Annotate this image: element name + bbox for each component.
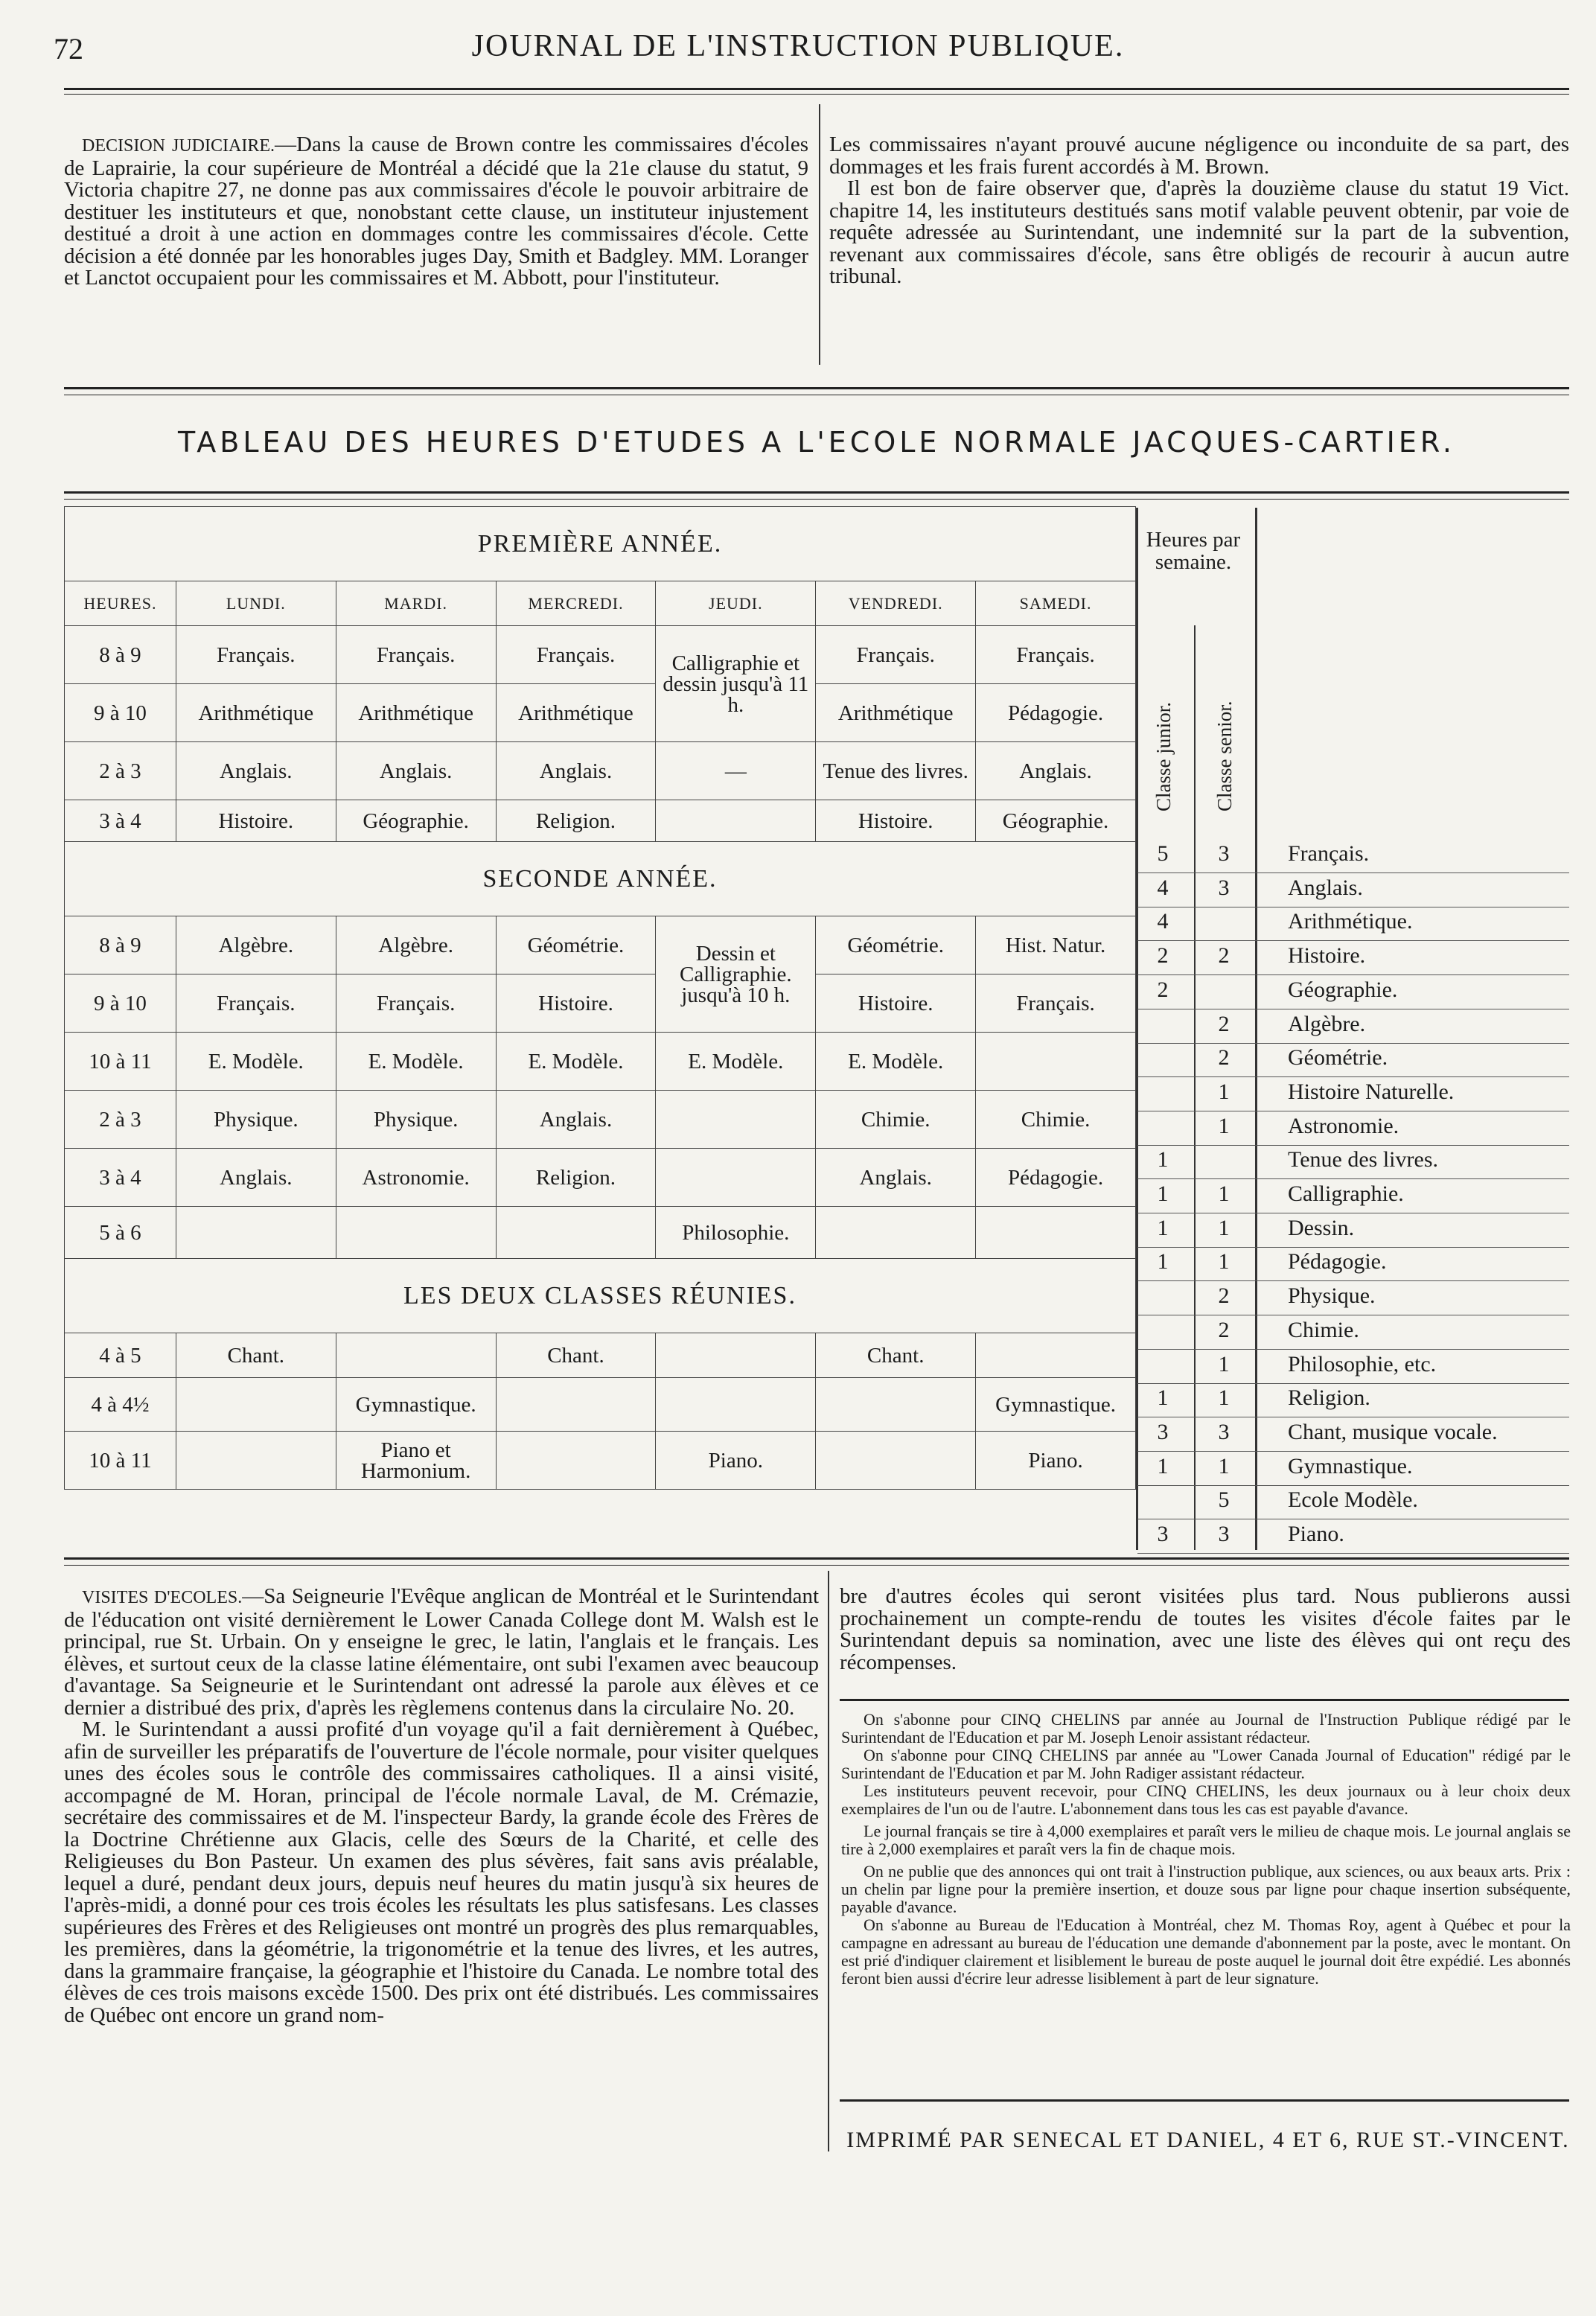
junior-hours: 3 bbox=[1157, 1522, 1169, 1546]
subject-name: Tenue des livres. bbox=[1288, 1147, 1439, 1173]
hours-row bbox=[1139, 943, 1596, 977]
hours-row-rule bbox=[1137, 1145, 1569, 1146]
header-hours: HEURES. bbox=[65, 581, 176, 626]
table-cell: Religion. bbox=[496, 800, 656, 842]
subject-name: Arithmétique. bbox=[1288, 909, 1413, 934]
senior-class-label: Classe senior. bbox=[1213, 701, 1236, 811]
table-cell: 9 à 10 bbox=[65, 684, 176, 742]
subject-name: Géographie. bbox=[1288, 977, 1398, 1002]
table-cell bbox=[976, 1033, 1136, 1091]
senior-hours: 2 bbox=[1218, 1045, 1230, 1071]
table-cell: Arithmétique bbox=[496, 684, 656, 742]
hours-row bbox=[1139, 1283, 1596, 1318]
table-cell: Astronomie. bbox=[336, 1149, 496, 1207]
notice-paragraph: On ne publie que des annonces qui ont trait à l'instruction publique, aux sciences, ou aux beaux arts. Prix : un chelin par ligne pour la première insertion, et douze sous par ligne pour chaque insertion subséquente, payable d'avance. bbox=[841, 1862, 1571, 1916]
table-cell: E. Modèle. bbox=[176, 1033, 336, 1091]
table-cell bbox=[176, 1378, 336, 1432]
senior-hours: 1 bbox=[1218, 1453, 1230, 1478]
judicial-decision-continued bbox=[829, 134, 1569, 288]
table-cell: Arithmétique bbox=[336, 684, 496, 742]
subject-name: Piano. bbox=[1288, 1522, 1344, 1546]
junior-hours: 3 bbox=[1157, 1419, 1169, 1444]
junior-hours: 4 bbox=[1157, 875, 1169, 900]
table-cell: Tenue des livres. bbox=[816, 742, 976, 800]
table-cell: Piano. bbox=[656, 1432, 816, 1490]
judicial-decision-article bbox=[64, 134, 808, 290]
table-cell: Religion. bbox=[496, 1149, 656, 1207]
article-lead: VISITES D'ECOLES. bbox=[82, 1588, 243, 1607]
table-cell: 5 à 6 bbox=[65, 1207, 176, 1259]
header-wednesday: MERCREDI. bbox=[496, 581, 656, 626]
table-cell: Français. bbox=[336, 974, 496, 1033]
table-cell: Anglais. bbox=[496, 742, 656, 800]
hours-row-rule bbox=[1137, 940, 1569, 941]
school-visits-continued bbox=[840, 1586, 1571, 1674]
junior-hours: 2 bbox=[1157, 943, 1169, 969]
junior-hours: 1 bbox=[1157, 1215, 1169, 1240]
table-title: TABLEAU DES HEURES D'ETUDES A L'ECOLE NORMALE JACQUES-CARTIER. bbox=[178, 426, 1455, 459]
table-cell: — bbox=[656, 742, 816, 800]
table-cell: 10 à 11 bbox=[65, 1432, 176, 1490]
hours-row bbox=[1139, 1147, 1596, 1181]
senior-hours: 2 bbox=[1218, 943, 1230, 969]
table-cell: Physique. bbox=[336, 1091, 496, 1149]
junior-hours: 5 bbox=[1157, 841, 1169, 866]
table-cell: Français. bbox=[496, 626, 656, 684]
subject-name: Philosophie, etc. bbox=[1288, 1351, 1437, 1376]
table-cell: Histoire. bbox=[496, 974, 656, 1033]
junior-hours: 1 bbox=[1157, 1181, 1169, 1206]
table-cell: Gymnastique. bbox=[336, 1378, 496, 1432]
table-cell bbox=[976, 1207, 1136, 1259]
junior-hours: 4 bbox=[1157, 909, 1169, 934]
table-cell: 9 à 10 bbox=[65, 974, 176, 1033]
header-monday: LUNDI. bbox=[176, 581, 336, 626]
junior-hours: 1 bbox=[1157, 1453, 1169, 1478]
junior-class-label: Classe junior. bbox=[1152, 702, 1175, 811]
table-cell: 8 à 9 bbox=[65, 916, 176, 974]
table-cell: Pédagogie. bbox=[976, 684, 1136, 742]
hours-row bbox=[1139, 875, 1596, 910]
subject-name: Pédagogie. bbox=[1288, 1249, 1387, 1275]
table-cell bbox=[656, 1149, 816, 1207]
table-top-rule bbox=[64, 491, 1569, 494]
notice-paragraph: On s'abonne pour CINQ CHELINS par année au Journal de l'Instruction Publique rédigé par le Surintendant de l'Education et par M. Joseph Lenoir assistant rédacteur. bbox=[841, 1710, 1571, 1746]
subject-name: Astronomie. bbox=[1288, 1113, 1399, 1138]
notice-paragraph: On s'abonne au Bureau de l'Education à Montréal, chez M. Thomas Roy, agent à Québec et pour la campagne en adressant au bureau de l'éducation une demande d'abonnement par la poste, avec le montant. On est prié d'indiquer clairement et lisiblement le bureau de poste auquel le journal doit être expédié. Les abonnés feront bien aussi d'écrire leur adresse lisiblement à part de leur signature. bbox=[841, 1915, 1571, 1988]
hours-row-rule bbox=[1137, 1247, 1569, 1248]
hours-row bbox=[1139, 1385, 1596, 1420]
senior-hours: 3 bbox=[1218, 1419, 1230, 1444]
hours-row bbox=[1139, 1012, 1596, 1046]
header-saturday: SAMEDI. bbox=[976, 581, 1136, 626]
table-cell: Arithmétique bbox=[816, 684, 976, 742]
hours-row-rule bbox=[1137, 1553, 1569, 1554]
table-cell: Anglais. bbox=[976, 742, 1136, 800]
junior-hours: 1 bbox=[1157, 1249, 1169, 1275]
senior-hours: 3 bbox=[1218, 841, 1230, 866]
table-cell: Français. bbox=[816, 626, 976, 684]
senior-hours: 2 bbox=[1218, 1011, 1230, 1036]
header-friday: VENDREDI. bbox=[816, 581, 976, 626]
subject-name: Chimie. bbox=[1288, 1317, 1359, 1342]
table-cell-merged: Calligraphie et dessin jusqu'à 11 h. bbox=[656, 626, 816, 742]
table-cell: E. Modèle. bbox=[336, 1033, 496, 1091]
table-cell: Anglais. bbox=[496, 1091, 656, 1149]
column-divider bbox=[819, 104, 820, 365]
article-lead: DECISION JUDICIAIRE. bbox=[82, 136, 275, 156]
article-paragraph: bre d'autres écoles qui seront visitées plus tard. Nous publierons aussi prochainement un compte-rendu de toutes les visites d'école faites par le Surintendant depuis sa nomination, avec une liste des élèves qui ont reçu des récompenses. bbox=[840, 1584, 1571, 1674]
table-cell bbox=[656, 800, 816, 842]
hours-row bbox=[1139, 1487, 1596, 1522]
table-cell: 3 à 4 bbox=[65, 800, 176, 842]
subject-name: Religion. bbox=[1288, 1385, 1370, 1411]
table-cell: Anglais. bbox=[176, 742, 336, 800]
table-cell: 2 à 3 bbox=[65, 1091, 176, 1149]
column-divider bbox=[828, 1571, 829, 2151]
notice-rule bbox=[840, 1699, 1569, 1701]
table-cell: Chant. bbox=[816, 1333, 976, 1378]
school-visits-article bbox=[64, 1586, 819, 2026]
hours-row bbox=[1139, 1079, 1596, 1114]
hours-row bbox=[1139, 909, 1596, 943]
junior-hours: 2 bbox=[1157, 977, 1169, 1002]
second-year-title: SECONDE ANNÉE. bbox=[65, 842, 1136, 916]
hours-row bbox=[1139, 1420, 1596, 1454]
hours-row bbox=[1139, 1454, 1596, 1488]
notice-paragraph: On s'abonne pour CINQ CHELINS par année au "Lower Canada Journal of Education" rédigé par le Surintendant de l'Education et par M. John Radiger assistant rédacteur. bbox=[841, 1746, 1571, 1782]
hours-row-rule bbox=[1137, 1485, 1569, 1486]
table-cell: E. Modèle. bbox=[656, 1033, 816, 1091]
table-cell: Français. bbox=[336, 626, 496, 684]
senior-hours: 3 bbox=[1218, 875, 1230, 900]
section-rule bbox=[64, 387, 1569, 389]
table-cell bbox=[336, 1207, 496, 1259]
senior-hours: 2 bbox=[1218, 1317, 1230, 1342]
header-rule-thin bbox=[64, 94, 1569, 95]
table-cell: Anglais. bbox=[176, 1149, 336, 1207]
hours-row-rule bbox=[1137, 1076, 1569, 1077]
article-body: —Dans la cause de Brown contre les commissaires d'écoles de Laprairie, la cour supérieure de Montréal a décidé que la 21e clause du statut, 9 Victoria chapitre 27, ne donne pas aux commissaires d'école le pouvoir arbitraire de destituer les instituteurs et que, nonobstant cette clause, un instituteur injustement destitué a droit à une action en dommages contre les commissaires d'école. Cette décision a été donnée par les honorables juges Day, Smith et Badgley. MM. Loranger et Lanctot occupaient pour les commissaires et M. Abbott, pour l'instituteur. bbox=[64, 133, 808, 290]
subject-name: Géométrie. bbox=[1288, 1045, 1388, 1071]
subject-name: Histoire Naturelle. bbox=[1288, 1079, 1455, 1104]
table-cell: Français. bbox=[176, 626, 336, 684]
subject-name: Français. bbox=[1288, 841, 1370, 866]
hours-row-rule bbox=[1137, 1383, 1569, 1384]
table-cell: Chant. bbox=[176, 1333, 336, 1378]
table-cell: Arithmétique bbox=[176, 684, 336, 742]
subject-name: Gymnastique. bbox=[1288, 1453, 1413, 1478]
table-cell: 4 à 4½ bbox=[65, 1378, 176, 1432]
subject-name: Chant, musique vocale. bbox=[1288, 1419, 1498, 1444]
first-year-title: PREMIÈRE ANNÉE. bbox=[65, 507, 1136, 581]
table-cell bbox=[816, 1432, 976, 1490]
table-cell bbox=[656, 1333, 816, 1378]
table-cell: Géographie. bbox=[976, 800, 1136, 842]
subject-name: Ecole Modèle. bbox=[1288, 1487, 1418, 1513]
notice-paragraph: Le journal français se tire à 4,000 exemplaires et paraît vers le milieu de chaque mois. Le journal anglais se tire à 2,000 exemplaires et paraît vers la fin de chaque mois. bbox=[841, 1822, 1571, 1858]
article-paragraph: Les commissaires n'ayant prouvé aucune négligence ou inconduite de sa part, des dommages et les frais furent accordés à M. Brown. bbox=[829, 133, 1569, 179]
imprint-rule bbox=[840, 2099, 1569, 2102]
table-cell: 2 à 3 bbox=[65, 742, 176, 800]
subject-name: Histoire. bbox=[1288, 943, 1366, 969]
table-cell bbox=[816, 1378, 976, 1432]
hours-row bbox=[1139, 841, 1596, 875]
hours-divider bbox=[1136, 508, 1138, 1550]
page-number: 72 bbox=[54, 32, 83, 66]
hours-row bbox=[1139, 977, 1596, 1012]
table-top-rule-thin bbox=[64, 499, 1569, 500]
table-cell: Chimie. bbox=[816, 1091, 976, 1149]
table-cell-merged: Dessin et Calligraphie. jusqu'à 10 h. bbox=[656, 916, 816, 1033]
table-cell bbox=[176, 1432, 336, 1490]
senior-hours: 5 bbox=[1218, 1487, 1230, 1513]
table-cell: Hist. Natur. bbox=[976, 916, 1136, 974]
table-bottom-rule bbox=[64, 1557, 1569, 1560]
article-body: —Sa Seigneurie l'Evêque anglican de Montréal et le Surintendant de l'éducation ont visité dernièrement le Lower Canada College dont M. Walsh est le principal, rue St. Urbain. On y enseigne le grec, le latin, l'anglais et le français. Les élèves, et surtout ceux de la classe latine élémentaire, ont subi l'examen avec beaucoup d'avantage. Sa Seigneurie et le Surintendant ont adressé la parole aux élèves et ce dernier a distribué des prix, d'après les règlemens contenus dans la circulaire No. 20. bbox=[64, 1584, 820, 1720]
header-thursday: JEUDI. bbox=[656, 581, 816, 626]
table-cell: Piano. bbox=[976, 1432, 1136, 1490]
subscription-notice bbox=[841, 1711, 1571, 1988]
schedule-table bbox=[64, 506, 1136, 1490]
senior-hours: 1 bbox=[1218, 1215, 1230, 1240]
table-cell: Histoire. bbox=[176, 800, 336, 842]
senior-hours: 1 bbox=[1218, 1113, 1230, 1138]
senior-hours: 3 bbox=[1218, 1522, 1230, 1546]
printer-imprint: IMPRIMÉ PAR SENECAL ET DANIEL, 4 ET 6, RUE ST.-VINCENT. bbox=[846, 2128, 1570, 2152]
hours-row bbox=[1139, 1249, 1596, 1283]
notice-paragraph: Les instituteurs peuvent recevoir, pour CINQ CHELINS, les deux journaux ou à leur choix deux exemplaires de l'un ou de l'autre. L'abonnement dans tous les cas est payable d'avance. bbox=[841, 1781, 1571, 1818]
combined-classes-title: LES DEUX CLASSES RÉUNIES. bbox=[65, 1259, 1136, 1333]
hours-row-rule bbox=[1137, 1178, 1569, 1179]
hours-row-rule bbox=[1137, 1349, 1569, 1350]
table-cell bbox=[496, 1378, 656, 1432]
senior-hours: 1 bbox=[1218, 1351, 1230, 1376]
senior-hours: 2 bbox=[1218, 1283, 1230, 1309]
table-cell bbox=[816, 1207, 976, 1259]
table-cell: 4 à 5 bbox=[65, 1333, 176, 1378]
table-cell bbox=[656, 1378, 816, 1432]
table-cell: Algèbre. bbox=[176, 916, 336, 974]
table-cell bbox=[656, 1091, 816, 1149]
table-cell: Piano et Harmonium. bbox=[336, 1432, 496, 1490]
article-paragraph: Il est bon de faire observer que, d'après la douzième clause du statut 19 Vict. chapitre 14, les instituteurs destitués sans motif valable peuvent obtenir, par voie de requête adressée au Surintendant, une indemnité sur la part de la subvention, revenant aux commissaires d'école, sans être obligés de recourir à aucun autre tribunal. bbox=[829, 176, 1569, 288]
table-cell: Chimie. bbox=[976, 1091, 1136, 1149]
table-cell: Philosophie. bbox=[656, 1207, 816, 1259]
table-cell: E. Modèle. bbox=[496, 1033, 656, 1091]
table-cell: 8 à 9 bbox=[65, 626, 176, 684]
subject-name: Calligraphie. bbox=[1288, 1181, 1404, 1206]
table-cell: Français. bbox=[976, 974, 1136, 1033]
table-cell: Français. bbox=[176, 974, 336, 1033]
subject-name: Algèbre. bbox=[1288, 1011, 1366, 1036]
subject-name: Anglais. bbox=[1288, 875, 1363, 900]
hours-row bbox=[1139, 1216, 1596, 1250]
hours-row-rule bbox=[1137, 1451, 1569, 1452]
senior-hours: 1 bbox=[1218, 1249, 1230, 1275]
hours-row-rule bbox=[1137, 974, 1569, 975]
table-cell bbox=[976, 1333, 1136, 1378]
table-cell: Histoire. bbox=[816, 800, 976, 842]
senior-hours: 1 bbox=[1218, 1181, 1230, 1206]
hours-row bbox=[1139, 1045, 1596, 1079]
hours-row bbox=[1139, 1181, 1596, 1216]
article-paragraph: M. le Surintendant a aussi profité d'un voyage qu'il a fait dernièrement à Québec, afin de surveiller les préparatifs de l'ouverture de l'école normale, pour visiter quelques unes des écoles sous le contrôle des commissaires catholiques. Il a ainsi visité, accompagné de M. Horan, principal de l'école normale Laval, de M. Crémazie, secrétaire des commissaires et de M. l'inspecteur Bardy, la grande école des Frères de la Doctrine Chrétienne aux Glacis, celle des Sœurs de la Charité, et celle des Religieuses du Bon Pasteur. Un examen des plus sévères, fait sans avis préalable, lequel a duré, pendant deux jours, depuis neuf heures du matin jusqu'à six heures de l'après-midi, a donné pour ces trois écoles les résultats les plus satisfesans. Les classes supérieures des Frères et des Religieuses ont montré un progrès des plus remarquables, les premières, dans la géométrie, la trigonométrie et la tenue des livres, et les autres, dans la grammaire française, la géographie et l'histoire du Canada. Le nombre total des élèves de ces trois maisons excède 1500. Des prix ont été distribués. Les commissaires de Québec ont encore un grand nom- bbox=[64, 1717, 819, 2027]
journal-title: JOURNAL DE L'INSTRUCTION PUBLIQUE. bbox=[471, 29, 1125, 63]
table-cell: Anglais. bbox=[336, 742, 496, 800]
table-cell: Géométrie. bbox=[496, 916, 656, 974]
header-rule bbox=[64, 88, 1569, 90]
hours-row-rule bbox=[1137, 1043, 1569, 1044]
senior-hours: 1 bbox=[1218, 1385, 1230, 1411]
hours-row bbox=[1139, 1114, 1596, 1148]
table-cell: Physique. bbox=[176, 1091, 336, 1149]
table-cell: Chant. bbox=[496, 1333, 656, 1378]
hours-row bbox=[1139, 1352, 1596, 1386]
table-cell: Géométrie. bbox=[816, 916, 976, 974]
table-cell: Gymnastique. bbox=[976, 1378, 1136, 1432]
junior-hours: 1 bbox=[1157, 1147, 1169, 1173]
hours-row-rule bbox=[1137, 1280, 1569, 1281]
table-cell bbox=[336, 1333, 496, 1378]
table-cell: Algèbre. bbox=[336, 916, 496, 974]
table-cell: Pédagogie. bbox=[976, 1149, 1136, 1207]
hours-per-week-heading: Heures par semaine. bbox=[1146, 528, 1241, 574]
header-tuesday: MARDI. bbox=[336, 581, 496, 626]
subject-name: Physique. bbox=[1288, 1283, 1376, 1309]
table-cell: 10 à 11 bbox=[65, 1033, 176, 1091]
table-cell: Anglais. bbox=[816, 1149, 976, 1207]
table-cell bbox=[176, 1207, 336, 1259]
senior-hours: 1 bbox=[1218, 1079, 1230, 1104]
table-cell: Français. bbox=[976, 626, 1136, 684]
table-cell bbox=[496, 1207, 656, 1259]
subject-name: Dessin. bbox=[1288, 1215, 1355, 1240]
table-cell: 3 à 4 bbox=[65, 1149, 176, 1207]
table-cell: E. Modèle. bbox=[816, 1033, 976, 1091]
table-bottom-rule-thin bbox=[64, 1565, 1569, 1566]
table-cell bbox=[496, 1432, 656, 1490]
hours-row bbox=[1139, 1318, 1596, 1352]
hours-row bbox=[1139, 1522, 1596, 1556]
junior-hours: 1 bbox=[1157, 1385, 1169, 1411]
table-cell: Histoire. bbox=[816, 974, 976, 1033]
table-cell: Géographie. bbox=[336, 800, 496, 842]
